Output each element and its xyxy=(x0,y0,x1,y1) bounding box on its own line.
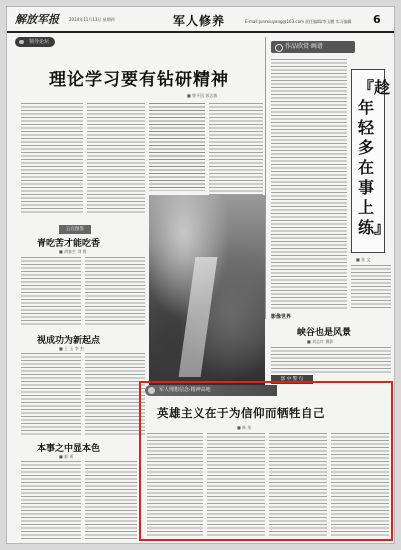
left-article-2-headline: 视成功为新起点 xyxy=(37,336,101,346)
section-title: 军人修养 xyxy=(173,14,226,28)
left-article-3-text-b xyxy=(85,461,137,541)
vertical-title: 『趁年轻多在事上练』 xyxy=(358,78,391,237)
right-column-byline: ■ 张 文 xyxy=(356,257,371,262)
featured-article-headline: 英雄主义在于为信仰而牺牲自己 xyxy=(157,406,325,420)
left-article-3-headline: 本事之中显本色 xyxy=(37,444,101,454)
right-column-tag: 作品欣赏·画谱 xyxy=(271,41,355,53)
left-article-2-text-b xyxy=(85,353,145,437)
issue-date: 2014年11月13日 星期四 xyxy=(69,17,115,22)
newspaper-page xyxy=(6,6,395,544)
right-column-text-lower xyxy=(351,265,391,309)
contact-email: E-mail:junrxiuyang@163.com xyxy=(245,19,304,24)
main-headline: 理论学习要有钻研精神 xyxy=(49,70,229,90)
left-article-3-text xyxy=(21,461,81,541)
page-number: 6 xyxy=(373,13,381,26)
left-article-2-text xyxy=(21,353,81,437)
left-article-1-text xyxy=(21,257,81,327)
featured-article-text-1 xyxy=(147,433,203,537)
left-article-1-headline: 青吃苦才能吃香 xyxy=(37,239,101,249)
newspaper-logo: 解放军报 xyxy=(15,13,59,26)
main-byline: ■ 曾开国 郭志敏 xyxy=(187,93,218,98)
featured-article-text-2 xyxy=(207,433,265,537)
gorge-article-tag: 影像世界 xyxy=(271,314,292,320)
right-column-text xyxy=(271,59,347,309)
aphorism-tag: 影 中 警 句 xyxy=(271,375,313,384)
left-article-2-byline: ■ 王 玉 李 杰 xyxy=(59,346,84,351)
featured-article-byline: ■ 林 彤 xyxy=(237,425,252,430)
column-tag: 领导论坛 xyxy=(15,37,55,47)
left-article-3-byline: ■ 郭 勇 xyxy=(59,454,74,459)
gorge-article-headline: 峡谷也是风景 xyxy=(297,328,352,338)
left-article-1-byline: ■ 胡春生 刘 群 xyxy=(59,249,87,254)
featured-article-text-4 xyxy=(331,433,389,537)
main-body-text-1 xyxy=(87,103,145,215)
featured-article-tag: 军人理想信念·精神高地 xyxy=(145,385,277,396)
main-body-text-4 xyxy=(149,103,205,191)
gorge-article-text xyxy=(271,347,391,373)
left-article-1-text-b xyxy=(85,257,145,327)
featured-article-text-3 xyxy=(269,433,327,537)
left-box-tag: 五官图鉴 xyxy=(59,225,91,234)
editor-credits: 责任编辑/李玉鹏 实习编辑 xyxy=(305,19,352,24)
main-intro-text xyxy=(21,103,83,213)
gorge-article-byline: ■ 刘志红 摄影 xyxy=(307,339,334,344)
vertical-title-box xyxy=(351,69,391,253)
